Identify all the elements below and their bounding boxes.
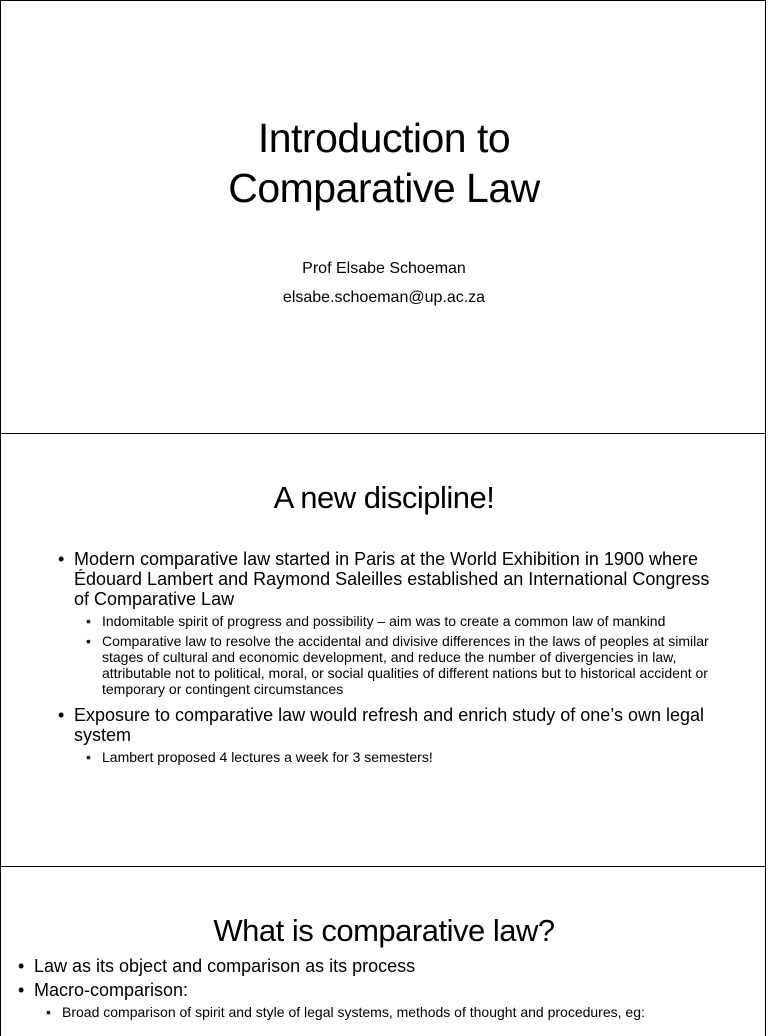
- slide-2-title: A new discipline!: [273, 480, 495, 515]
- slide-3-bullet-list: [18, 956, 758, 1023]
- author-email: elsabe.schoeman@up.ac.za: [282, 289, 486, 306]
- bullet-text: Law as its object and comparison as its process: [34, 956, 416, 976]
- bullet-item: [58, 705, 718, 745]
- bullet-item: [58, 549, 718, 609]
- sub-bullet-text: Broad comparison of spirit and style of legal systems, methods of thought and procedures, eg:: [62, 1004, 645, 1020]
- slide-3: [0, 866, 766, 1036]
- bullet-text: Macro-comparison:: [34, 980, 189, 1000]
- sub-bullet-item: [86, 633, 718, 697]
- slide-2: [0, 433, 766, 867]
- slide-2-bullet-list: [58, 549, 718, 768]
- sub-bullet-item: [46, 1004, 758, 1020]
- bullet-text: Modern comparative law started in Paris at the World Exhibition in 1900 where Édouard Lambert and Raymond Saleilles established an International Congress of Comparative Law: [74, 549, 710, 609]
- bullet-item: [18, 956, 758, 976]
- author-name: Prof Elsabe Schoeman: [302, 260, 466, 277]
- slide-3-title: What is comparative law?: [213, 913, 555, 948]
- sub-bullet-item: [86, 613, 718, 629]
- slide-1: [0, 0, 766, 434]
- slide-1-title: Introduction to Comparative Law: [228, 115, 540, 211]
- sub-bullet-text: Comparative law to resolve the accidental and divisive differences in the laws of peoples at similar stages of cultural and economic development, and reduce the number of divergencies in law, attributable not to political, moral, or social qualities of different nations but to historical accident or temporary or contingent circumstances: [102, 633, 709, 697]
- sub-bullet-text: Lambert proposed 4 lectures a week for 3 semesters!: [102, 749, 433, 765]
- sub-bullet-item: [86, 749, 718, 765]
- sub-bullet-text: Indomitable spirit of progress and possibility – aim was to create a common law of mankind: [102, 613, 666, 629]
- bullet-text: Exposure to comparative law would refresh and enrich study of one’s own legal system: [74, 705, 705, 745]
- bullet-item: [18, 980, 758, 1000]
